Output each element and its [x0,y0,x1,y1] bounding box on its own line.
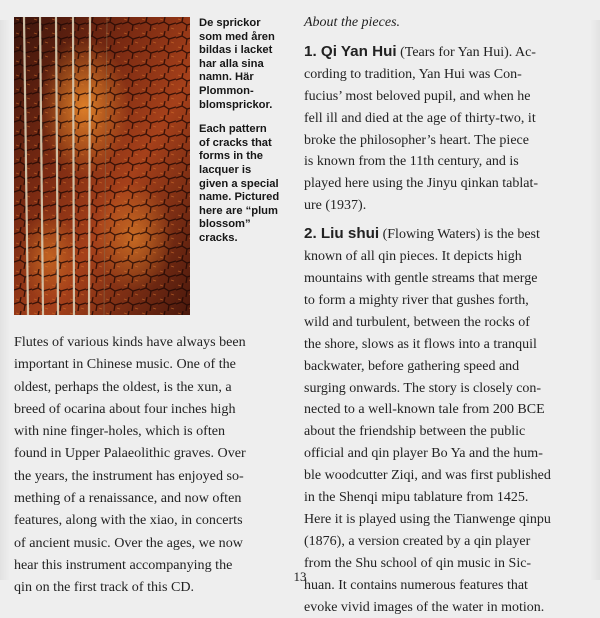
photo-caption [199,17,291,257]
body-line: oldest, perhaps the oldest, is the xun, a [14,378,232,395]
caption-line: name. Pictured [199,191,280,204]
caption-line: namn. Här [199,71,254,84]
piece-line: broke the philosopher’s heart. The piece [304,132,529,148]
piece-line: cording to tradition, Yan Hui was Con- [304,66,522,82]
caption-line: Each pattern [199,123,267,136]
piece-line: ble woodcutter Ziqi, and was first published [304,468,551,484]
piece-line: backwater, before gathering speed and [304,358,520,374]
lacquer-crack-photo [14,17,190,315]
caption-line: De sprickor [199,17,261,29]
piece-qi-yan-hui [304,41,589,217]
body-line: features, along with the xiao, in concerts [14,512,243,529]
body-line: found in Upper Palaeolithic graves. Over [14,445,246,462]
piece-line: wild and turbulent, between the rocks of [304,314,530,330]
piece-line: in the Shenqi mipu tablature from 1425. [304,490,529,506]
piece-line: (1876), a version created by a qin player [304,533,531,549]
flutes-paragraph [14,331,284,599]
caption-line: of cracks that [199,136,272,149]
plum-blossom-cracks-image [14,17,190,315]
caption-line: lacquer is [199,163,252,176]
piece-line: the shore, slows as it flows into a tranquil [304,336,537,352]
piece-line: is known from the 11th century, and is [304,154,519,170]
piece-line: mountains with gentle streams that merge [304,270,538,286]
piece-line: to form a mighty river that gushes forth, [304,292,529,308]
body-line: Flutes of various kinds have always been [14,334,246,350]
piece-line: huan. It contains numerous features that [304,577,528,593]
body-line: qin on the first track of this CD. [14,579,195,596]
piece-title: 2. Liu shui [304,225,380,243]
caption-line: blomsprickor. [199,98,273,111]
caption-line: here are “plum [199,204,278,217]
section-intro: About the pieces. [304,15,401,30]
piece-line: fucius’ most beloved pupil, and when he [304,88,531,104]
body-line: breed of ocarina about four inches high [14,400,236,417]
body-line: mething of a renaissance, and now often [14,490,242,507]
caption-line: given a special [199,177,279,190]
caption-line: blossom” [199,218,251,231]
caption-line: cracks. [199,231,238,244]
piece-line: played here using the Jinyu qinkan tablat- [304,176,539,192]
piece-line: evoke vivid images of the water in motion. [304,599,545,615]
body-line: with nine finger-holes, which is often [14,423,226,440]
piece-line: from the Shu school of qin music in Sic- [304,555,532,571]
body-line: important in Chinese music. One of the [14,356,236,373]
caption-line: bildas i lacket [199,44,273,57]
piece-line: surging onwards. The story is closely con- [304,380,542,396]
piece-line: about the friendship between the public [304,424,526,440]
facing-page-bleed [0,20,10,580]
piece-line: fell ill and died at the age of thirty-two, it [304,110,536,126]
caption-line: som med åren [199,30,275,43]
body-line: the years, the instrument has enjoyed so- [14,467,244,484]
body-line: of ancient music. Over the ages, we now [14,534,243,551]
piece-first-line [304,41,589,64]
facing-page-bleed [590,20,600,580]
caption-swedish [199,17,291,112]
piece-line: known of all qin pieces. It depicts high [304,249,522,265]
piece-line: (Flowing Waters) is the best [379,227,540,243]
piece-line: Here it is played using the Tianwenge qinpu [304,511,551,527]
piece-first-line [304,223,589,246]
page-number: 13 [293,569,307,584]
piece-title: 1. Qi Yan Hui [304,42,397,60]
caption-line: forms in the [199,150,264,163]
piece-line: ure (1937). [304,198,367,214]
caption-line: har alla sina [199,57,264,70]
caption-english [199,123,291,245]
piece-liu-shui [304,223,589,618]
piece-line: nected to a well-known tale from 200 BCE [304,402,545,418]
body-line: hear this instrument accompanying the [14,556,233,573]
pieces-column [304,12,589,618]
piece-line: official and qin player Bo Ya and the hum- [304,446,543,462]
piece-line: (Tears for Yan Hui). Ac- [396,44,536,60]
caption-line: Plommon- [199,84,254,97]
